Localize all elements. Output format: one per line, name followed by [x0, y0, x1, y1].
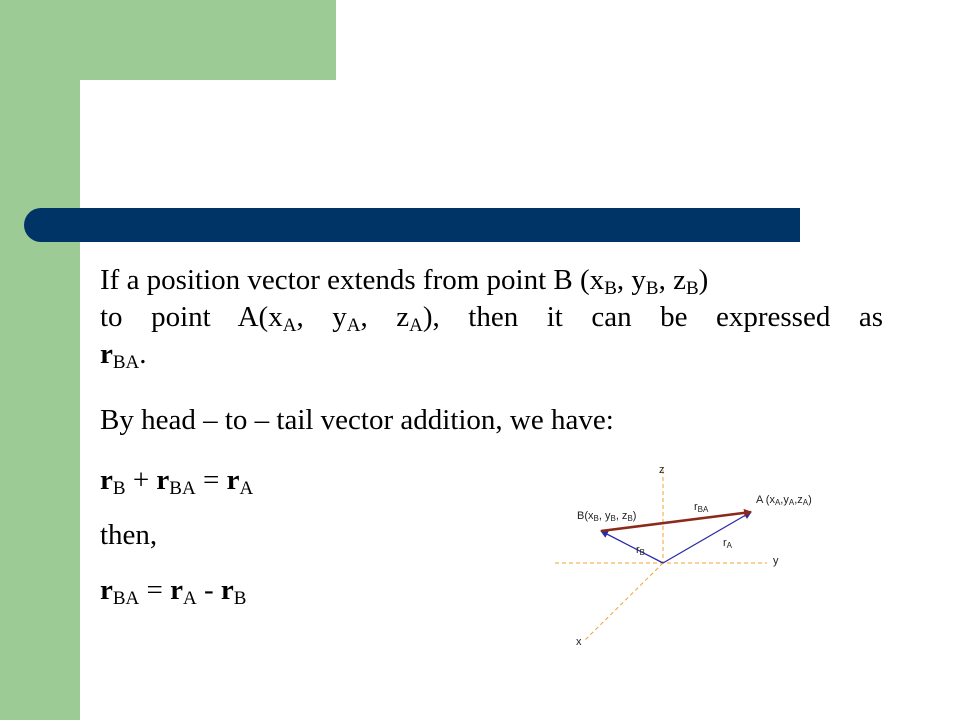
r-a-label: $r_A$: [723, 537, 733, 550]
vector-diagram: [555, 455, 855, 655]
left-accent-band: [0, 0, 80, 720]
intro-line-2: to point $A(x_A$, $y_A$, $z_A$), then it can be expressed as: [100, 301, 884, 336]
vector-rA: [663, 512, 751, 563]
equation-difference: $r_{BA} = r_A - r_B$: [100, 574, 247, 609]
point-a-label: A $(x_A,y_A,z_A)$: [756, 494, 812, 507]
paragraph-intro: [100, 262, 883, 373]
r-ba-label: $r_{BA}$: [694, 501, 709, 514]
intro-line-1: If a position vector extends from point B ($x_B$, $y_B$, $z_B$): [100, 264, 709, 299]
z-axis-label: z: [659, 464, 665, 476]
y-axis-label: y: [773, 555, 779, 567]
point-b-label: $B(x_B$, $y_B$, $z_B$): [577, 510, 637, 523]
intro-line-3: $r_{BA}$.: [100, 338, 147, 373]
x-axis-line: [585, 563, 663, 640]
title-bar: [24, 208, 800, 242]
vector-diagram-svg: [555, 455, 855, 655]
then-text: then,: [100, 519, 158, 551]
head-to-tail-line: By head – to – tail vector addition, we have:: [100, 404, 614, 436]
top-accent-block: [0, 0, 336, 80]
equation-sum: $r_B + r_{BA} = r_A$: [100, 464, 254, 499]
x-axis-label: x: [576, 636, 582, 648]
vector-rB: [601, 531, 663, 563]
r-b-label: $r_B$: [636, 544, 646, 557]
